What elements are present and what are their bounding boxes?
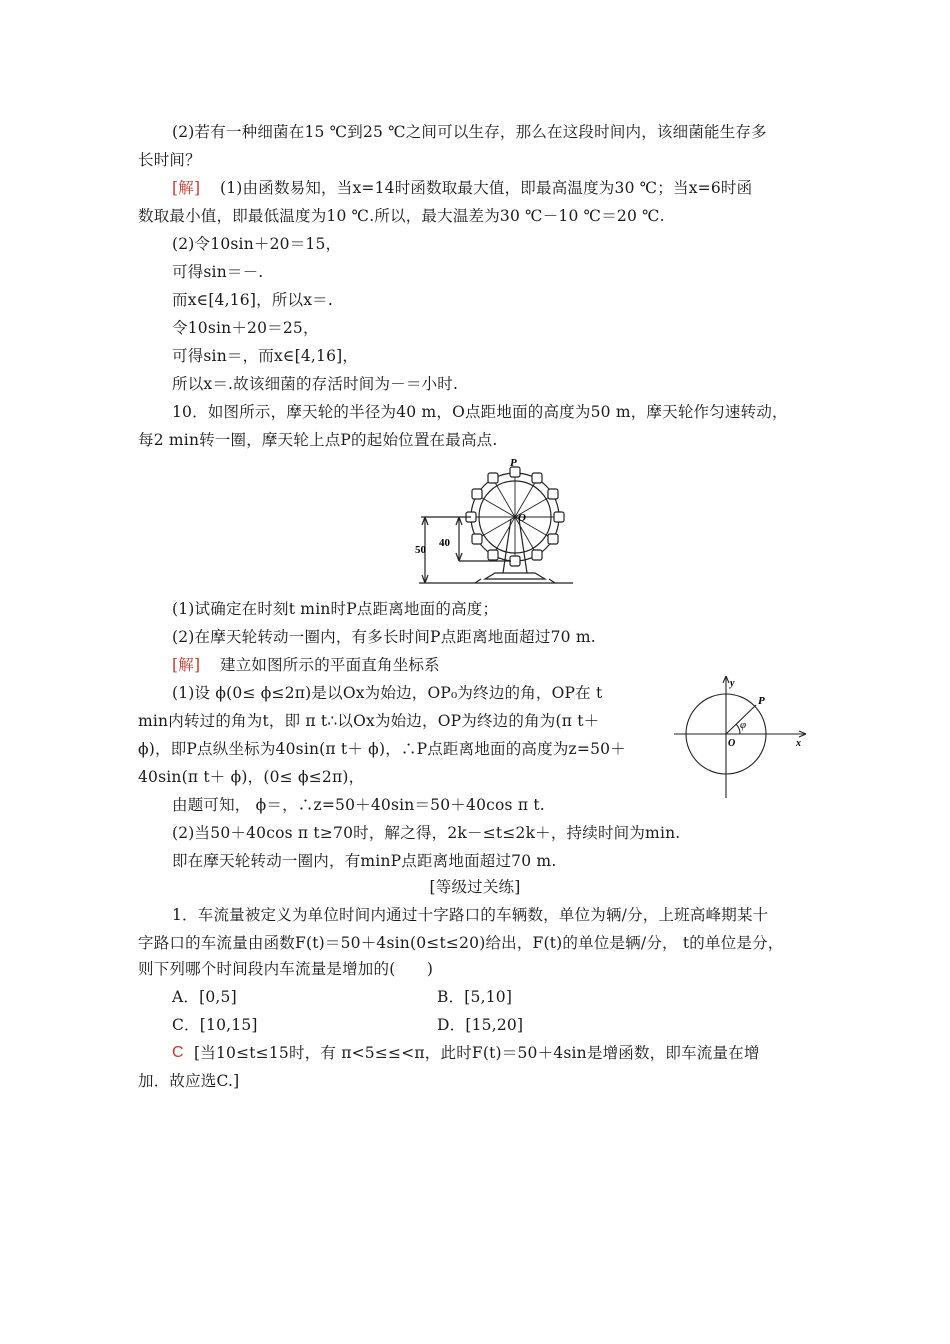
q10-sol2-line2: 即在摩天轮转动一圈内，有minP点距离地面超过70 m. [172, 852, 557, 870]
ex1-sol-line1: [当10≤t≤15时，有 π<5≤≤<π，此时F(t)＝50＋4sin是增函数，即车流量在增 [194, 1044, 760, 1062]
ex1-sol-line2: 加．故应选C.] [138, 1072, 240, 1090]
q9-sol1-line1: (1)由函数易知，当x=14时函数取最大值，即最高温度为30 ℃；当x=6时函 [220, 179, 753, 197]
q9-sol2-line2: 可得sin＝－. [172, 263, 264, 281]
fig-label-50: 50 [415, 544, 426, 556]
fig-label-o: O [518, 512, 526, 524]
q9-part2-line1: (2)若有一种细菌在15 ℃到25 ℃之间可以生存，那么在这段时间内，该细菌能生存多 [172, 123, 767, 141]
ex1-line3: 则下列哪个时间段内车流量是增加的( ) [138, 960, 434, 978]
q10-part2: (2)在摩天轮转动一圈内，有多长时间P点距离地面超过70 m. [172, 628, 596, 646]
q10-sol1-line4: 40sin(π t＋ ϕ)，(0≤ ϕ≤2π)， [138, 768, 365, 786]
option-a: A．[0,5] [172, 988, 237, 1006]
answer-letter: C [172, 1044, 184, 1061]
q9-part2-line2: 长时间？ [138, 151, 201, 169]
axis-label-x: x [796, 738, 801, 749]
q9-sol2-line4: 令10sin＋20＝25， [172, 319, 319, 337]
q10-part1: (1)试确定在时刻t min时P点距离地面的高度； [172, 600, 499, 618]
q10-line1: 10．如图所示，摩天轮的半径为40 m，O点距地面的高度为50 m，摩天轮作匀速转动， [172, 403, 788, 421]
solution-tag: [解] [172, 656, 201, 674]
q9-sol2-line3: 而x∈[4,16]，所以x＝. [172, 291, 333, 309]
ferris-wheel-figure [415, 455, 575, 589]
q9-sol1-line2: 数取最小值，即最低温度为10 ℃.所以，最大温差为30 ℃－10 ℃＝20 ℃. [138, 207, 665, 225]
axis-label-p: P [758, 695, 765, 707]
ex1-line1: 1．车流量被定义为单位时间内通过十字路口的车辆数，单位为辆/分，上班高峰期某十 [172, 906, 769, 924]
solution-tag: [解] [172, 179, 201, 197]
q9-sol2-line5: 可得sin＝，而x∈[4,16]， [172, 347, 359, 365]
q9-sol2-line1: (2)令10sin＋20＝15， [172, 235, 342, 253]
fig-label-40: 40 [439, 537, 450, 549]
option-b: B．[5,10] [437, 988, 513, 1006]
option-d: D．[15,20] [437, 1016, 524, 1034]
q10-sol1-line5: 由题可知， ϕ＝，∴z=50＋40sin＝50＋40cos π t. [172, 796, 545, 814]
q10-sol1-line3: ϕ)，即P点纵坐标为40sin(π t＋ ϕ)，∴P点距离地面的高度为z=50＋ [138, 740, 626, 758]
q10-sol2-line1: (2)当50＋40cos π t≥70时，解之得，2k－≤t≤2k＋，持续时间为min. [172, 824, 681, 842]
q10-sol1-line1: (1)设 ϕ(0≤ ϕ≤2π)是以Ox为始边，OP₀为终边的角，OP在 t [172, 684, 603, 702]
q10-sol1-line2: min内转过的角为t，即 π t∴以Ox为始边，OP为终边的角为(π t＋ [138, 712, 600, 730]
option-c: C．[10,15] [172, 1016, 258, 1034]
section-title: [等级过关练] [429, 878, 521, 896]
axis-label-y: y [730, 678, 735, 689]
fig-label-p: P [510, 457, 517, 469]
q10-sol-intro: 建立如图所示的平面直角坐标系 [220, 656, 440, 674]
angle-label-phi: φ [740, 719, 747, 731]
axis-label-o: O [728, 738, 736, 749]
q9-sol2-line6: 所以x＝.故该细菌的存活时间为－＝小时. [172, 375, 459, 393]
coordinate-figure [670, 672, 810, 802]
q10-line2: 每2 min转一圈，摩天轮上点P的起始位置在最高点. [138, 431, 498, 449]
ex1-line2: 字路口的车流量由函数F(t)＝50＋4sin(0≤t≤20)给出，F(t)的单位是辆/分， t的单位是分， [138, 934, 784, 952]
